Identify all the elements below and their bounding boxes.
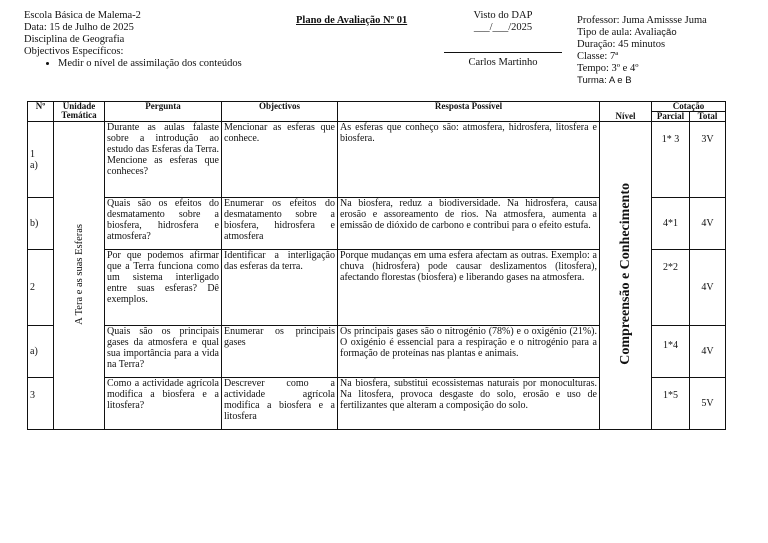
theme-cell <box>54 122 105 430</box>
document-title: Plano de Avaliação Nº 01 <box>296 15 408 26</box>
col-header-total: Total <box>690 112 726 122</box>
visto-date: ___/___/2025 <box>473 22 533 33</box>
signature-name: Carlos Martinho <box>444 52 562 69</box>
objective-cell: Mencionar as esferas que conhece. <box>222 122 338 198</box>
discipline-text: Disciplina de Geografia <box>24 34 125 45</box>
class-type <box>577 27 707 39</box>
partial-cell: 1* 3 <box>652 122 690 198</box>
answer-cell: Na biosfera, reduz a biodiversidade. Na hidrosfera, causa erosão e assoreamento de rios. Na atmosfera, aumenta a emissão de dióxido de carbono e contribui para o efeito estufa. <box>338 198 600 250</box>
col-header-unit: Unidade Temática <box>54 102 105 122</box>
col-header-score: Cotação <box>652 102 726 112</box>
row-number: 1 a) <box>28 122 54 198</box>
total-cell: 4V <box>690 198 726 250</box>
total-cell: 4V <box>690 326 726 378</box>
partial-cell: 4*1 <box>652 198 690 250</box>
level-cell <box>600 122 652 430</box>
turma-text: Turma: A e B <box>577 75 632 86</box>
time-text: Tempo: 3º e 4º <box>577 63 639 74</box>
class-type-label: Tipo de aula: Avalia <box>577 27 662 38</box>
objective-cell: Identificar a interligação das esferas da terra. <box>222 250 338 326</box>
col-header-n: Nº <box>28 102 54 122</box>
row-number: b) <box>28 198 54 250</box>
objective-cell: Enumerar os efeitos do desmatamento sobre a biosfera, hidrosfera e atmosfera <box>222 198 338 250</box>
answer-cell: As esferas que conheço são: atmosfera, hidrosfera, litosfera e biosfera. <box>338 122 600 198</box>
header-row <box>28 102 726 112</box>
level-text: Compreensão e Conhecimento <box>618 183 633 365</box>
question-cell: Quais são os efeitos do desmatamento sobre a biosfera, hidrosfera e atmosfera? <box>105 198 222 250</box>
total-cell: 5V <box>690 378 726 430</box>
col-header-answer: Resposta Possível <box>338 102 600 122</box>
objectives-list <box>24 58 242 70</box>
date-text: Data: 15 de Julho de 2025 <box>24 22 134 33</box>
objective-cell: Descrever como a actividade agrícola modifica a biosfera e a litosfera <box>222 378 338 430</box>
total-cell: 4V <box>690 250 726 326</box>
objective-cell: Enumerar os principais gases <box>222 326 338 378</box>
school-name: Escola Básica de Malema-2 <box>24 10 141 21</box>
question-cell: Por que podemos afirmar que a Terra funciona como um sistema interligado entre suas esferas? Dê exemplos. <box>105 250 222 326</box>
partial-cell: 2*2 <box>652 250 690 326</box>
question-cell: Durante as aulas falaste sobre a introdução ao estudo das Esferas da Terra. Mencione as esferas que conheces? <box>105 122 222 198</box>
evaluation-table <box>27 101 726 430</box>
objective-item: • Medir o nível de assimilação dos conteúdos <box>58 58 242 70</box>
objectives-label: Objectivos Específicos: <box>24 46 124 57</box>
row-number: 2 <box>28 250 54 326</box>
theme-text: A Tera e as suas Esferas <box>73 223 85 325</box>
total-cell: 3V <box>690 122 726 198</box>
lesson-info <box>577 15 707 87</box>
partial-cell: 1*5 <box>652 378 690 430</box>
row-number: 3 <box>28 378 54 430</box>
col-header-objectives: Objectivos <box>222 102 338 122</box>
table-row <box>28 122 726 198</box>
col-header-level: Nível <box>600 102 652 122</box>
grade-text: Classe: 7ª <box>577 51 619 62</box>
approval-block <box>444 10 562 69</box>
col-header-partial: Parcial <box>652 112 690 122</box>
col-header-question: Pergunta <box>105 102 222 122</box>
answer-cell: Na biosfera, substitui ecossistemas naturais por monoculturas. Na litosfera, provoca desgaste do solo, erosão e uso de fertilizantes que alteram a composição do solo. <box>338 378 600 430</box>
answer-cell: Os principais gases são o nitrogénio (78%) e o oxigénio (21%). O oxigénio é essencial para a respiração e o nitrogénio para a formação de proteínas nas plantas e animais. <box>338 326 600 378</box>
professor-name: Professor: Juma Amissse Juma <box>577 15 707 26</box>
row-number: a) <box>28 326 54 378</box>
school-info <box>24 10 242 70</box>
duration-text: Duração: 45 minutos <box>577 39 666 50</box>
question-cell: Quais são os principais gases da atmosfera e qual sua importância para a vida na Terra? <box>105 326 222 378</box>
answer-cell: Porque mudanças em uma esfera afectam as outras. Exemplo: a chuva (hidrosfera) pode causar deslizamentos (litosfera), afectando florestas (biosfera) e liberando gases na atmosfera. <box>338 250 600 326</box>
class-type-tail: ção <box>661 27 677 38</box>
visto-label: Visto do DAP <box>473 10 533 21</box>
question-cell: Como a actividade agrícola modifica a biosfera e a litosfera? <box>105 378 222 430</box>
partial-cell: 1*4 <box>652 326 690 378</box>
